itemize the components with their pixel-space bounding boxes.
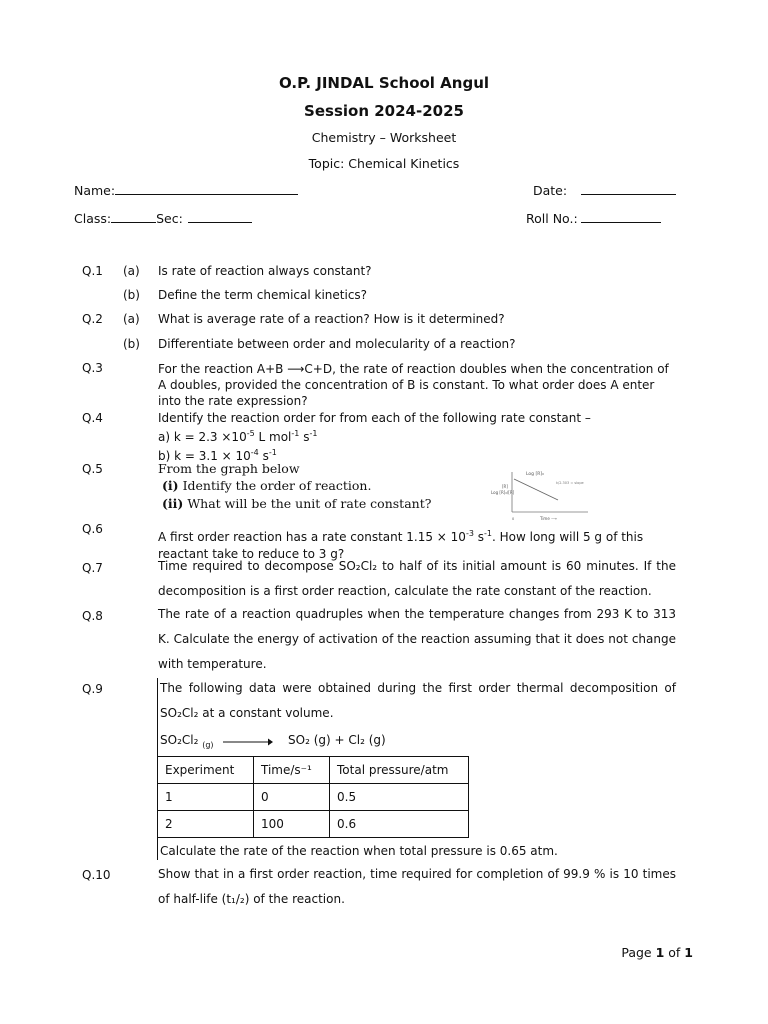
- name-field: Name:: [74, 181, 298, 198]
- roll-field: Roll No.:: [526, 209, 661, 226]
- graph-line: [514, 479, 558, 500]
- q7-number: Q.7: [82, 561, 103, 575]
- graph-xlabel: Time ⟶: [540, 516, 557, 521]
- date-field: Date:: [533, 181, 676, 198]
- graph-origin: 0: [512, 517, 515, 521]
- q4-part-b: b) $k = 3.1 \times 10^{-4}$ $s^{-1}$: [158, 448, 277, 463]
- q10-text: Show that in a first order reaction, time required for completion of 99.9 % is 10 times of half-life (t₁/₂) of the reaction.: [158, 867, 676, 906]
- q2a-label: (a): [123, 312, 140, 326]
- date-blank: [581, 181, 676, 195]
- q9-question: Calculate the rate of the reaction when total pressure is 0.65 atm.: [160, 844, 558, 858]
- q4-stem: Identify the reaction order for from each of the following rate constant –: [158, 411, 591, 425]
- q2-number: Q.2: [82, 312, 103, 326]
- q9-reactant: SO₂Cl₂ $_{(g)}$: [160, 733, 214, 750]
- worksheet-topic: Topic: Chemical Kinetics: [308, 156, 460, 171]
- class-blank: [111, 209, 156, 223]
- log-concentration-graph: [488, 466, 594, 522]
- q8-number: Q.8: [82, 609, 103, 623]
- q6-text: A first order reaction has a rate constant $1.15 \times 10^{-3}$ $s^{-1}$. How long will 5 g of this reactant take to reduce to 3 g?: [158, 529, 644, 561]
- session-title: Session 2024-2025: [304, 102, 464, 120]
- worksheet-subject: Chemistry – Worksheet: [311, 130, 457, 145]
- q9-number: Q.9: [82, 682, 103, 696]
- table-row: [158, 811, 469, 838]
- q1a-label: (a): [123, 264, 140, 278]
- sec-blank: [188, 209, 252, 223]
- table-cell: 0: [254, 784, 330, 811]
- graph-slope-label: k/2.303 = slope: [556, 481, 584, 485]
- q4-number: Q.4: [82, 411, 103, 425]
- name-blank: [115, 181, 298, 195]
- q5-text: From the graph below: [158, 461, 300, 476]
- sec-label: Sec:: [156, 211, 183, 226]
- table-cell: 1: [158, 784, 254, 811]
- roll-blank: [581, 209, 661, 223]
- school-name: O.P. JINDAL School Angul: [278, 74, 490, 92]
- q5-number: Q.5: [82, 462, 103, 476]
- q7-text: Time required to decompose SO₂Cl₂ to half of its initial amount is 60 minutes. If the decomposition is a first order reaction, calculate the rate constant of the reaction.: [158, 559, 676, 598]
- q5-part-ii: (ii) What will be the unit of rate constant?: [162, 496, 432, 511]
- q9-text: The following data were obtained during the first order thermal decomposition of SO₂Cl₂ at a constant volume.: [160, 681, 676, 720]
- q2a-text: What is average rate of a reaction? How is it determined?: [158, 312, 505, 326]
- table-header-row: [158, 757, 469, 784]
- graph-ylabel-mid2: Log [R]₀/[R]: [491, 490, 515, 495]
- q2b-label: (b): [123, 337, 140, 351]
- q10-number: Q.10: [82, 868, 111, 882]
- graph-ylabel-mid: [R]: [502, 484, 508, 489]
- table-header-cell: Total pressure/atm: [330, 757, 469, 784]
- table-header-cell: Time/s⁻¹: [254, 757, 330, 784]
- table-row: [158, 784, 469, 811]
- table-cell: 2: [158, 811, 254, 838]
- q8-text: The rate of a reaction quadruples when the temperature changes from 293 K to 313 K. Calculate the energy of activation of the reaction assuming that it does not change with temperature.: [158, 607, 676, 671]
- q1b-text: Define the term chemical kinetics?: [158, 288, 368, 302]
- q5-part-i: (i) Identify the order of reaction.: [162, 478, 372, 493]
- table-header-cell: Experiment: [158, 757, 254, 784]
- q3-text: For the reaction A+B ⟶C+D, the rate of reaction doubles when the concentration of A doubles, provided the concentration of B is constant. To what order does A enter into the rate expression?: [158, 362, 669, 408]
- q3-number: Q.3: [82, 361, 103, 375]
- q1-number: Q.1: [82, 264, 103, 278]
- table-cell: 100: [254, 811, 330, 838]
- reaction-arrow-icon: [222, 736, 274, 748]
- q2b-text: Differentiate between order and molecularity of a reaction?: [158, 337, 516, 351]
- table-cell: 0.5: [330, 784, 469, 811]
- q6-number: Q.6: [82, 522, 103, 536]
- page-number: Page 1 of 1: [621, 945, 693, 960]
- q4-part-a: a) $k = 2.3 \times 10^{-5}$ L mol$^{-1}$ $s^{-1}$: [158, 429, 318, 444]
- q9-products: SO₂ (g) + Cl₂ (g): [288, 733, 386, 747]
- class-field: Class: Sec:: [74, 209, 252, 226]
- table-cell: 0.6: [330, 811, 469, 838]
- q1b-label: (b): [123, 288, 140, 302]
- q9-data-table: [157, 756, 469, 838]
- q4-text: [158, 410, 676, 464]
- graph-ylabel-top: Log [R]₀: [526, 472, 544, 477]
- q1a-text: Is rate of reaction always constant?: [158, 264, 372, 278]
